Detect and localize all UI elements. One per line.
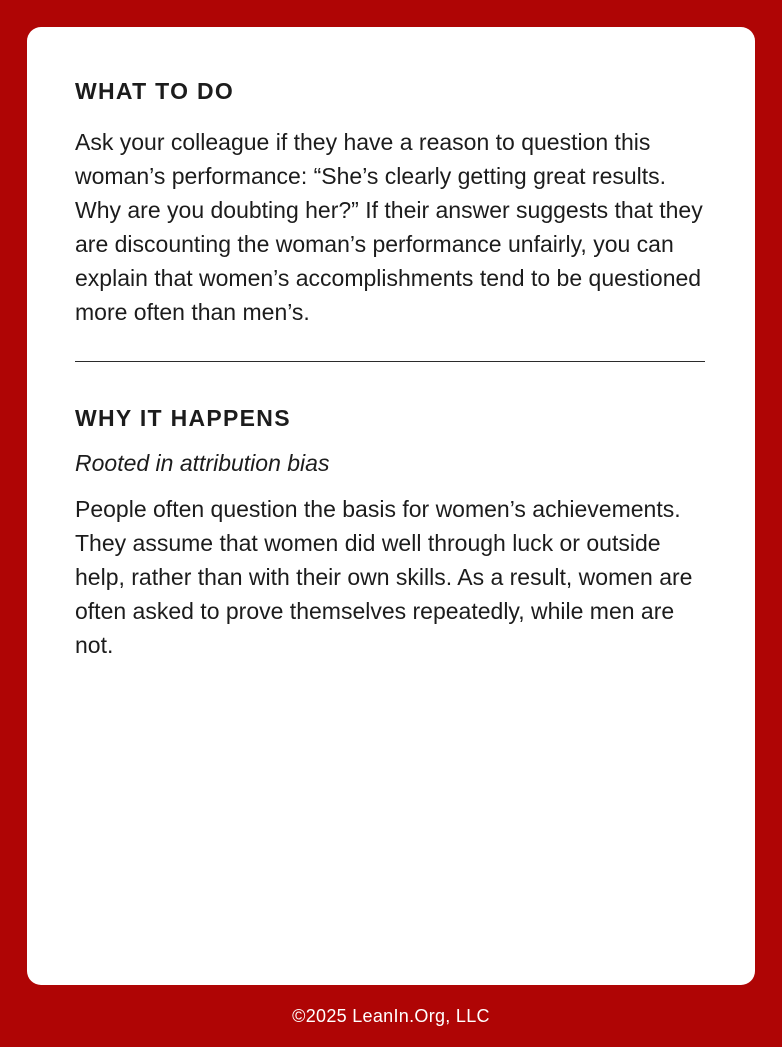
bias-type-subheading: Rooted in attribution bias [75, 450, 330, 476]
what-to-do-heading: WHAT TO DO [75, 78, 235, 104]
why-it-happens-heading: WHY IT HAPPENS [75, 405, 291, 431]
footer [0, 985, 782, 1047]
section-what-to-do [75, 77, 705, 329]
copyright-text: ©2025 LeanIn.Org, LLC [292, 1006, 490, 1026]
why-it-happens-paragraph: People often question the basis for women’s achievements. They assume that women did well through luck or outside help, rather than with their own skills. As a result, women are often asked to prove themselves repeatedly, while men are not. [75, 496, 693, 658]
section-divider [75, 361, 705, 362]
what-to-do-paragraph: Ask your colleague if they have a reason to question this woman’s performance: “She’s clearly getting great results. Why are you doubting her?” If their answer suggests that they are discounting the woman’s performance unfairly, you can explain that women’s accomplishments tend to be questioned more often than men’s. [75, 129, 703, 325]
content-card [27, 27, 755, 985]
section-why-it-happens [75, 404, 705, 662]
